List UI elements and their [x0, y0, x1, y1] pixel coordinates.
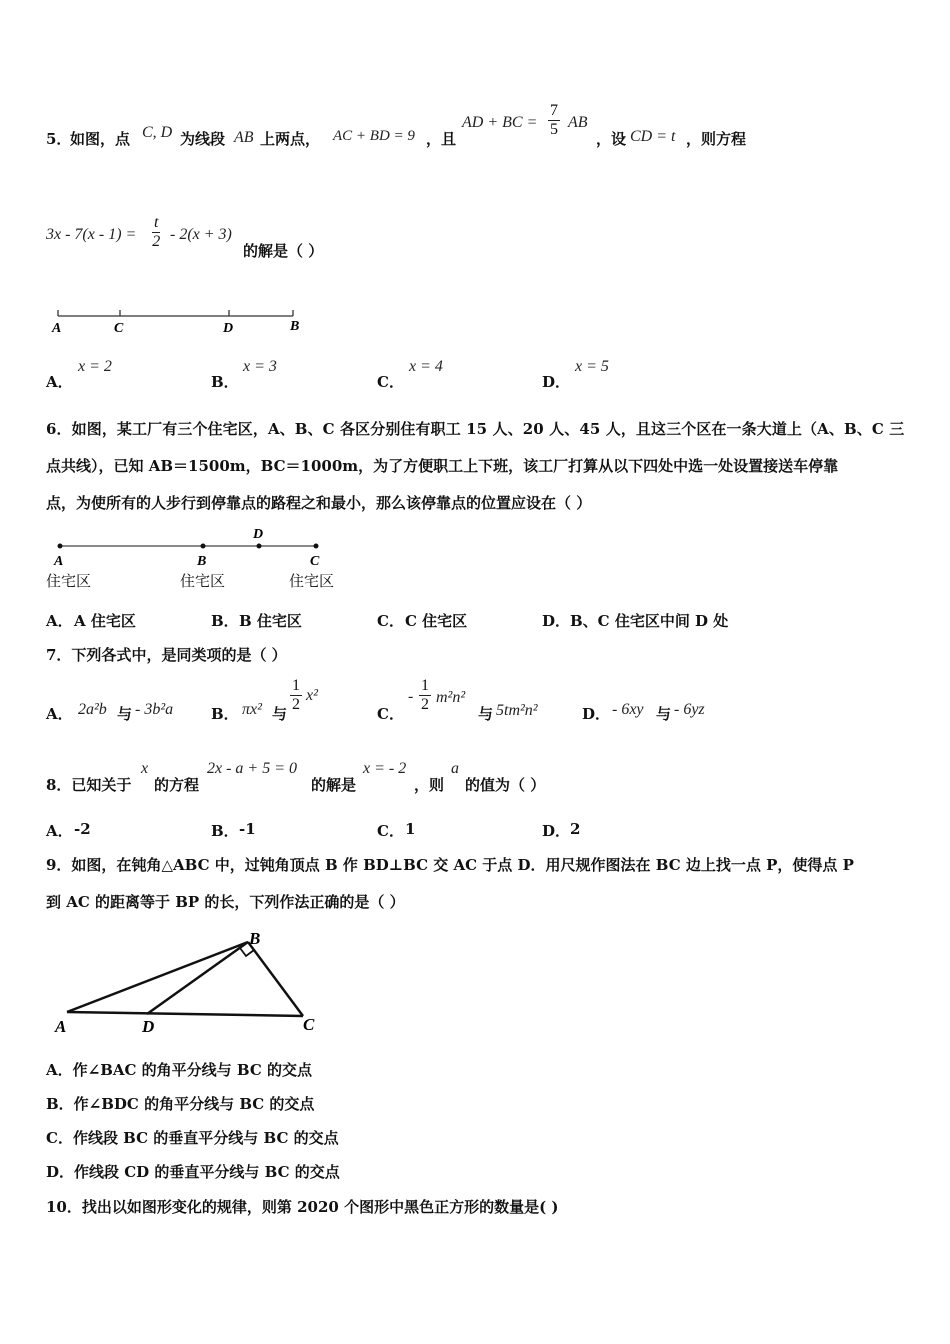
q5-label-a: A	[52, 321, 62, 336]
q7-option-c-sign: -	[408, 688, 414, 705]
q5-fraction-numerator: 7	[550, 102, 558, 119]
q6-option-d-label: D．	[542, 612, 571, 630]
q5-segment-ab: AB	[234, 129, 254, 146]
q5-option-a-label: A．	[46, 373, 73, 391]
q7-option-d-label: D．	[582, 705, 611, 723]
q5-equation-2-left: AD + BC =	[462, 114, 538, 131]
q7-option-b-with: 与	[272, 705, 288, 723]
q8-option-c-value: 1	[405, 820, 416, 838]
q9-option-c: C．作线段 BC 的垂直平分线与 BC 的交点	[46, 1129, 339, 1147]
q5-text-6: ，则方程	[686, 130, 747, 148]
q6-label-d: D	[253, 527, 264, 542]
q6-option-a-label: A．	[46, 612, 73, 630]
q5-text-4: ，且	[426, 130, 457, 148]
q9-label-c: C	[303, 1015, 315, 1034]
q6-point-b	[201, 544, 206, 549]
q6-label-c: C	[310, 554, 320, 569]
q6-residential-label-a: 住宅区	[46, 572, 92, 590]
q6-point-a	[58, 544, 63, 549]
q7-option-b-fraction	[290, 677, 302, 714]
q8-text-1: 8．已知关于	[46, 776, 132, 794]
q6-label-a: A	[54, 554, 64, 569]
q8-option-d-label: D．	[542, 822, 571, 840]
q7-option-c-numerator: 1	[421, 677, 429, 694]
q5-text-2: 为线段	[180, 130, 226, 148]
q5-equation-4-left: 3x - 7(x - 1) =	[46, 226, 137, 243]
q7-option-d-with: 与	[656, 705, 672, 723]
q8-equation: 2x - a + 5 = 0	[207, 760, 298, 777]
q9-label-a: A	[55, 1017, 67, 1036]
q5-text-1: 如图，点	[70, 130, 131, 148]
q7-option-d-term-1: - 6xy	[612, 701, 644, 718]
q9-side-ab	[67, 942, 248, 1012]
q9-line-1: 9．如图，在钝角△ABC 中，过钝角顶点 B 作 BD⊥BC 交 AC 于点 D．用尺规作图法在 BC 边上找一点 P，使得点 P	[46, 856, 854, 874]
q6-option-a-value: A 住宅区	[74, 612, 136, 630]
q7-option-a-label: A．	[46, 705, 73, 723]
q5-option-d-label: D．	[542, 373, 571, 391]
q5-option-a-value: x = 2	[78, 358, 112, 375]
q5-label-c: C	[114, 321, 124, 336]
q8-variable-a: a	[451, 760, 459, 777]
q6-point-d	[257, 544, 262, 549]
q5-equation-3: CD = t	[630, 128, 676, 145]
q9-option-b: B．作∠BDC 的角平分线与 BC 的交点	[46, 1095, 315, 1113]
q5-equation-4-right: - 2(x + 3)	[170, 226, 232, 243]
q5-option-d-value: x = 5	[575, 358, 609, 375]
q6-option-d-value: B、C 住宅区中间 D 处	[570, 612, 729, 630]
q5-points-cd: C, D	[142, 124, 173, 141]
q8-option-b-value: -1	[239, 820, 256, 838]
q7-option-b-label: B．	[211, 705, 239, 723]
q7-option-b-numerator: 1	[292, 677, 300, 694]
q5-option-c-label: C．	[377, 373, 404, 391]
q7-option-c-term-2: 5tm²n²	[496, 702, 538, 719]
q5-equation-2-right: AB	[568, 114, 588, 131]
q5-option-b-label: B．	[211, 373, 239, 391]
q9-option-a: A．作∠BAC 的角平分线与 BC 的交点	[46, 1061, 313, 1079]
q9-line-2: 到 AC 的距离等于 BP 的长，下列作法正确的是（ ）	[46, 893, 405, 911]
q5-fraction-denominator: 5	[550, 121, 558, 138]
q7-option-c-denominator: 2	[421, 696, 429, 713]
q7-option-a-with: 与	[117, 705, 133, 723]
q8-option-a-label: A．	[46, 822, 73, 840]
q7-stem: 7．下列各式中，是同类项的是（ ）	[46, 646, 287, 664]
q5-label-b: B	[290, 319, 300, 334]
q6-line-2: 点共线），已知 AB＝1500m，BC＝1000m，为了方便职工上下班，该工厂打算从以下四处中选一处设置接送车停靠	[46, 457, 839, 475]
q6-line-3: 点，为使所有的人步行到停靠点的路程之和最小，那么该停靠点的位置应设在（ ）	[46, 494, 592, 512]
q6-line-1: 6．如图，某工厂有三个住宅区，A、B、C 各区分别住有职工 15 人、20 人、45 人，且这三个区在一条大道上（A、B、C 三	[46, 420, 905, 438]
q8-option-c-label: C．	[377, 822, 404, 840]
q8-text-3: 的解是	[311, 776, 357, 794]
q8-text-5: 的值为（ ）	[465, 776, 546, 794]
q7-option-b-term-1: πx²	[242, 701, 262, 718]
q9-side-bc	[248, 942, 303, 1016]
q8-option-a-value: -2	[74, 820, 91, 838]
q6-point-c	[314, 544, 319, 549]
q5-text-5: ，设	[596, 130, 627, 148]
q7-option-a-term-1: 2a²b	[78, 701, 107, 718]
q9-side-ac	[67, 1012, 303, 1016]
q7-option-c-label: C．	[377, 705, 404, 723]
q5-option-b-value: x = 3	[243, 358, 277, 375]
q5-label-d: D	[223, 321, 234, 336]
q9-segment-bd	[147, 942, 248, 1014]
q7-option-a-term-2: - 3b²a	[135, 701, 174, 718]
q7-option-b-denominator: 2	[292, 696, 300, 713]
q7-option-c-term-1: m²n²	[436, 689, 466, 706]
q6-option-c-label: C．	[377, 612, 404, 630]
q9-label-b: B	[249, 929, 261, 948]
q8-option-b-label: B．	[211, 822, 239, 840]
q6-option-b-label: B．	[211, 612, 239, 630]
q5-segment-figure	[40, 300, 320, 340]
q9-triangle-figure	[45, 920, 335, 1040]
q5-option-c-value: x = 4	[409, 358, 443, 375]
q9-label-d: D	[142, 1017, 155, 1036]
q6-option-c-value: C 住宅区	[405, 612, 468, 630]
q8-text-2: 的方程	[154, 776, 200, 794]
q8-variable-x: x	[141, 760, 149, 777]
q5-text-3: 上两点，	[260, 130, 321, 148]
q5-equation-1: AC + BD = 9	[333, 128, 415, 144]
q5-text-7: 的解是（ ）	[243, 242, 324, 260]
q10-stem: 10．找出以如图形变化的规律，则第 2020 个图形中黑色正方形的数量是( )	[46, 1198, 559, 1216]
q7-option-c-fraction	[419, 677, 431, 714]
q5-fraction2-numerator: t	[154, 214, 159, 231]
q8-option-d-value: 2	[570, 820, 581, 838]
q7-option-b-term-2: x²	[306, 687, 318, 704]
q7-option-c-with: 与	[478, 705, 494, 723]
q6-option-b-value: B 住宅区	[239, 612, 302, 630]
q5-fraction2-denominator: 2	[152, 233, 161, 250]
q5-number: 5．	[46, 130, 72, 148]
q8-text-4: ，则	[414, 776, 445, 794]
q5-fraction-t-2	[152, 214, 160, 251]
q6-label-b: B	[197, 554, 207, 569]
q9-option-d: D．作线段 CD 的垂直平分线与 BC 的交点	[46, 1163, 340, 1181]
q8-solution: x = - 2	[363, 760, 407, 777]
q6-residential-label-b: 住宅区	[180, 572, 226, 590]
q5-fraction-7-5	[548, 102, 560, 139]
q7-option-d-term-2: - 6yz	[674, 701, 705, 718]
q6-residential-label-c: 住宅区	[289, 572, 335, 590]
